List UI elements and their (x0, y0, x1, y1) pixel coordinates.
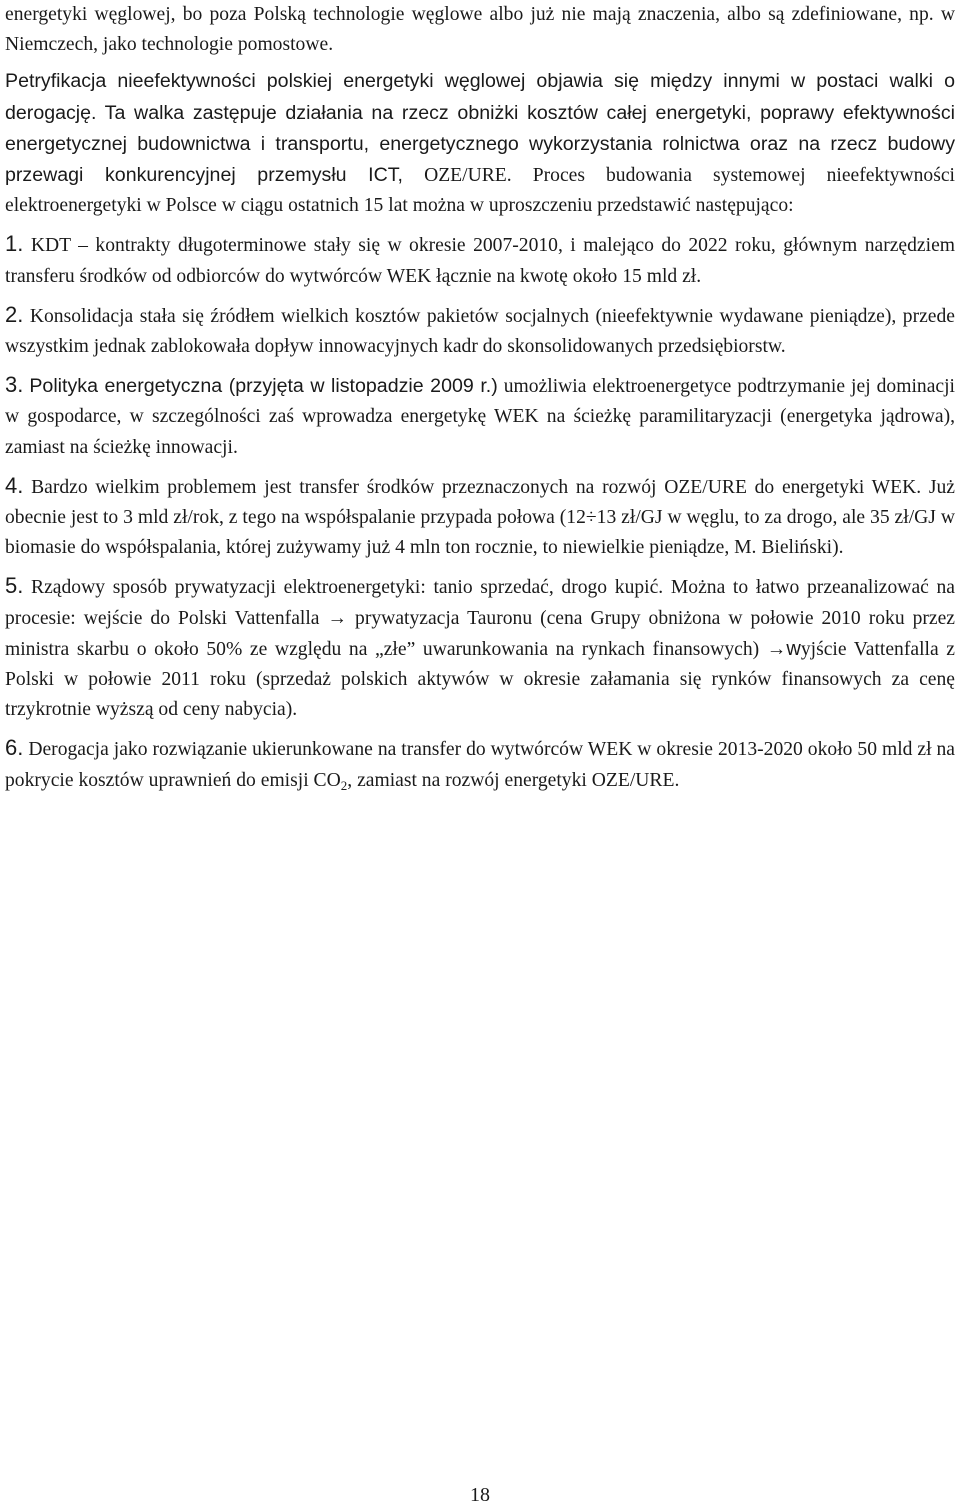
item-number: 6. (5, 735, 24, 761)
arrow-icon: → (766, 638, 787, 660)
page-number: 18 (470, 1484, 490, 1506)
item-text: Bardzo wielkim problemem jest transfer środków przeznaczonych na rozwój OZE/URE do energetyki WEK. Już obecnie jest to 3 mld zł/rok, z tego na współspalanie przypada połowa (12÷13 zł/GJ w węglu, to za drogo, ale 35 zł/GJ w biomasie do współspalania, której zużywamy już 4 mln ton rocznie, to niewielkie pieniądze, M. Bieliński). (5, 476, 955, 559)
intro-sans-text: Petryfikacja nieefektywności polskiej energetyki węglowej objawia się między innymi w postaci walki o derogację. (5, 70, 955, 124)
item-text: Konsolidacja stała się źródłem wielkich kosztów pakietów socjalnych (nieefektywnie wydawane pieniądze), przede wszystkim jednak zablokowała dopływ innowacyjnych kadr do skonsolidowanych przedsiębiorstw. (5, 305, 955, 358)
item-number: 1. (5, 231, 24, 257)
item-text-sans: Polityka energetyczna (przyjęta w listopadzie 2009 r.) (29, 375, 498, 398)
arrow-icon: → (327, 607, 348, 629)
list-item-5 (5, 571, 955, 725)
item-text-b: prywatyzacja Tauronu (cena Grupy obniżona w połowie 2010 roku przez ministra skarbu o około 50% ze względu na „złe” uwarunkowania na rynkach finansowych) (5, 607, 956, 660)
item-text-b: , zamiast na rozwój energetyki OZE/URE. (347, 769, 680, 791)
item-number: 3. (5, 372, 24, 398)
item-text: umożliwia elektroenergetyce podtrzymanie jej dominacji w gospodarce, w szczególności zaś wprowadza energetykę WEK na ścieżkę paramilitaryzacji (energetyka jądrowa), zamiast na ścieżkę innowacji. (5, 376, 955, 458)
continuation-line-2: są zdefiniowane, np. w Niemczech, jako technologie pomostowe. (5, 4, 955, 56)
subscript: 2 (340, 777, 348, 793)
item-text-w: w (786, 637, 801, 660)
list-item-4 (5, 471, 955, 564)
item-text: KDT – kontrakty długoterminowe stały się w okresie 2007-2010, i malejąco do 2022 roku, głównym narzędziem transferu środków od odbiorców do wytwórców WEK łącznie na kwotę około 15 mld zł. (5, 235, 956, 287)
continuation-paragraph (5, 0, 955, 60)
item-text-a: Derogacja jako rozwiązanie ukierunkowane na transfer do wytwórców WEK w okresie 2013-2020 około 50 mld zł na pokrycie kosztów uprawnień do emisji CO (5, 739, 955, 791)
list-item-3 (5, 370, 955, 463)
intro-serif-text: OZE/URE. Proces budowania systemowej nieefektywności elektroenergetyki w Polsce w ciągu ostatnich 15 lat można w uproszczeniu przedstawić następująco: (5, 165, 955, 217)
item-text-a: Rządowy sposób prywatyzacji elektroenergetyki: tanio sprzedać, drogo kupić. Można to łatwo przeanalizować na procesie: wejście do Polski Vattenfalla (5, 577, 955, 629)
item-number: 2. (5, 301, 24, 327)
item-number: 4. (5, 472, 24, 498)
item-number: 5. (5, 573, 24, 599)
item-text-c: yjście Vattenfalla z Polski w połowie 2011 roku (sprzedaż polskich aktywów w okresie załamania się rynków finansowych za cenę trzykrotnie wyższą od ceny nabycia). (5, 638, 955, 721)
intro-sans-text-2: Ta walka zastępuje działania na rzecz obniżki kosztów całej energetyki, poprawy efektywności energetycznej budownictwa i transportu, energetycznego wykorzystania rolnictwa oraz na rzecz budowy przewagi konkurencyjnej przemysłu ICT, (5, 101, 955, 187)
document-page (5, 0, 955, 796)
continuation-line-1: energetyki węglowej, bo poza Polską technologie węglowe albo już nie mają znaczenia, albo (5, 4, 761, 25)
list-item-6 (5, 733, 955, 795)
list-item-2 (5, 300, 955, 362)
intro-paragraph (5, 66, 955, 221)
list-item-1 (5, 229, 955, 291)
